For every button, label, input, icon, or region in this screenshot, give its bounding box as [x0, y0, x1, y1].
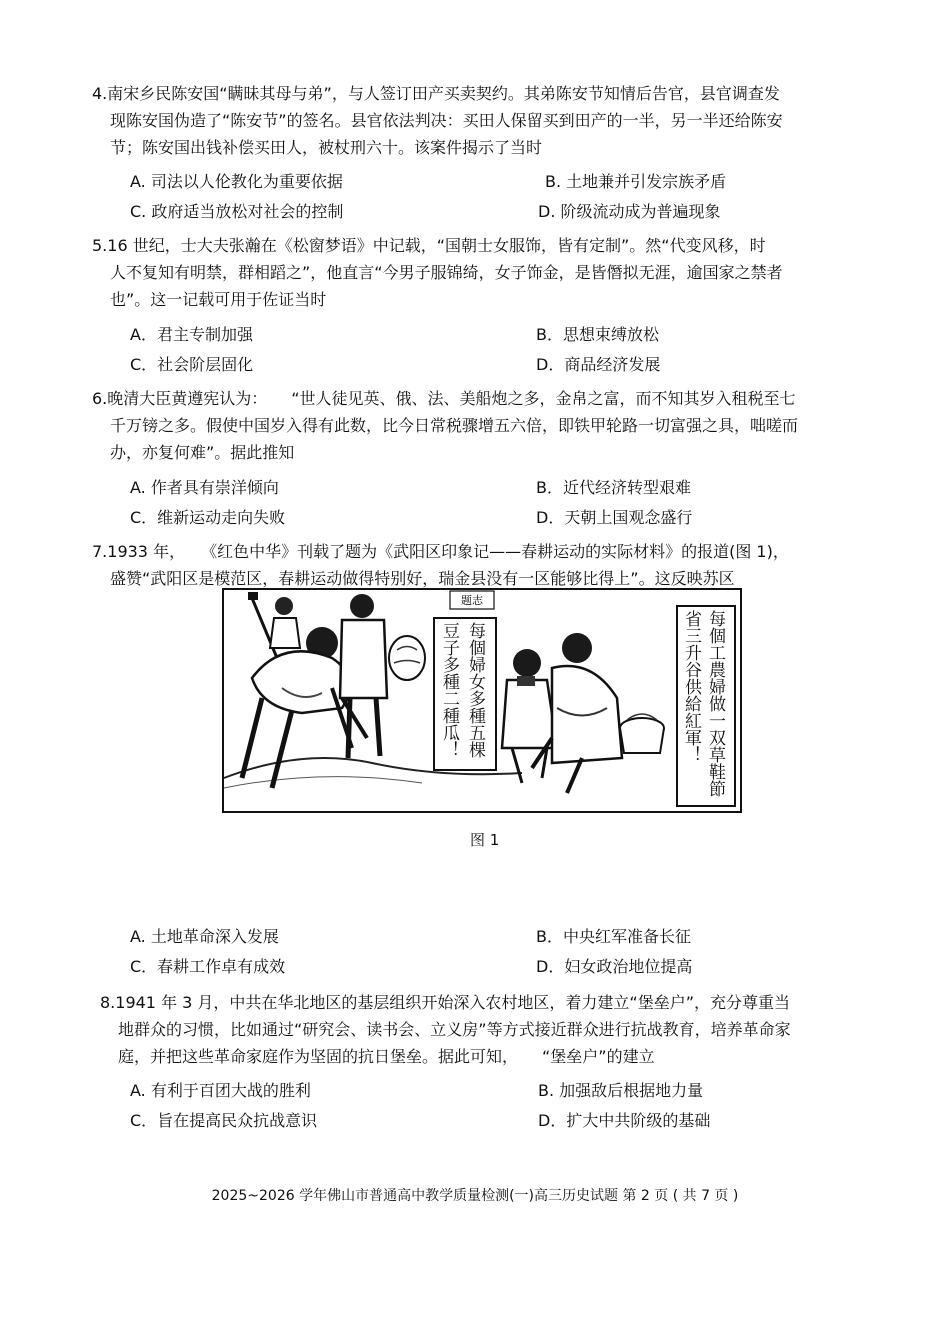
question-6-line-2: 千万镑之多。假使中国岁入得有此数，比今日常税骤增五六倍，即铁甲轮路一切富强之具，咄嗟而	[110, 416, 799, 435]
question-6-line-1: 6.晚清大臣黄遵宪认为： “世人徒见英、俄、法、美船炮之多，金帛之富，而不知其岁入租税至七	[92, 389, 796, 408]
figure-banner-right: 每個工農婦做一双草鞋節省三升谷供給紅軍！	[681, 610, 725, 797]
question-5-option-b[interactable]: B．思想束缚放松	[536, 325, 659, 344]
question-4-line-2: 现陈安国伪造了“陈安节”的签名。县官依法判决：买田人保留买到田产的一半，另一半还给陈安	[110, 111, 783, 130]
question-4-option-c[interactable]: C. 政府适当放松对社会的控制	[130, 202, 344, 221]
question-5-line-2: 人不复知有明禁，群相蹈之”，他直言“今男子服锦绮，女子饰金，是皆僭拟无涯，逾国家之禁者	[110, 263, 783, 282]
question-5-option-d[interactable]: D．商品经济发展	[536, 355, 661, 374]
figure-1-caption: 图 1	[470, 831, 500, 849]
question-7-option-d[interactable]: D．妇女政治地位提高	[536, 957, 693, 976]
page-footer: 2025~2026 学年佛山市普通高中教学质量检测(一)高三历史试题 第 2 页 ( 共 7 页 )	[211, 1188, 739, 1204]
question-6-line-3: 办，亦复何难”。据此推知	[110, 443, 295, 462]
question-5-option-c[interactable]: C．社会阶层固化	[130, 355, 254, 374]
question-4-option-a[interactable]: A. 司法以人伦教化为重要依据	[130, 172, 343, 191]
question-8	[100, 989, 890, 1070]
question-5-option-a[interactable]: A．君主专制加强	[130, 325, 253, 344]
question-7	[92, 538, 882, 592]
question-4-line-3: 节；陈安国出钱补偿买田人，被杖刑六十。该案件揭示了当时	[110, 138, 543, 157]
question-4	[92, 80, 882, 161]
figure-1-illustration	[222, 588, 742, 813]
question-6-option-c[interactable]: C．维新运动走向失败	[130, 508, 286, 527]
figure-banner-left: 每個婦女多種五棵豆子多種二種瓜！	[439, 622, 485, 758]
question-8-line-1: 8.1941 年 3 月，中共在华北地区的基层组织开始深入农村地区，着力建立“堡垒户”，充分尊重当	[100, 993, 791, 1012]
question-8-option-d[interactable]: D．扩大中共阶级的基础	[538, 1111, 711, 1130]
question-7-option-c[interactable]: C．春耕工作卓有成效	[130, 957, 286, 976]
question-8-option-c[interactable]: C．旨在提高民众抗战意识	[130, 1111, 318, 1130]
question-6-option-b[interactable]: B．近代经济转型艰难	[536, 478, 691, 497]
question-6	[92, 385, 882, 466]
question-8-line-3: 庭，并把这些革命家庭作为坚固的抗日堡垒。据此可知， “堡垒户”的建立	[118, 1047, 655, 1066]
question-8-option-a[interactable]: A. 有利于百团大战的胜利	[130, 1081, 311, 1100]
question-4-option-d[interactable]: D. 阶级流动成为普遍现象	[538, 202, 721, 221]
question-7-line-1: 7.1933 年， 《红色中华》刊载了题为《武阳区印象记——春耕运动的实际材料》的报道(图 1)，	[92, 542, 789, 561]
question-8-option-b[interactable]: B. 加强敌后根据地力量	[538, 1081, 704, 1100]
question-4-line-1: 4.南宋乡民陈安国“瞒昧其母与弟”，与人签订田产买卖契约。其弟陈安节知情后告官，县官调查发	[92, 84, 780, 103]
question-7-line-2: 盛赞“武阳区是模范区，春耕运动做得特别好，瑞金县没有一区能够比得上”。这反映苏区	[110, 569, 735, 588]
question-6-option-a[interactable]: A. 作者具有崇洋倾向	[130, 478, 279, 497]
question-7-option-b[interactable]: B．中央红军准备长征	[536, 927, 691, 946]
question-8-line-2: 地群众的习惯，比如通过“研究会、读书会、立义房”等方式接近群众进行抗战教育，培养革命家	[118, 1020, 791, 1039]
question-5	[92, 232, 882, 313]
question-5-line-1: 5.16 世纪，士大夫张瀚在《松窗梦语》中记载，“国朝士女服饰，皆有定制”。然“代变风移，时	[92, 236, 766, 255]
question-7-option-a[interactable]: A. 土地革命深入发展	[130, 927, 279, 946]
figure-top-label: 题志	[461, 594, 483, 607]
question-5-line-3: 也”。这一记载可用于佐证当时	[110, 290, 327, 309]
question-4-option-b[interactable]: B. 土地兼并引发宗族矛盾	[545, 172, 727, 191]
question-6-option-d[interactable]: D．天朝上国观念盛行	[536, 508, 693, 527]
